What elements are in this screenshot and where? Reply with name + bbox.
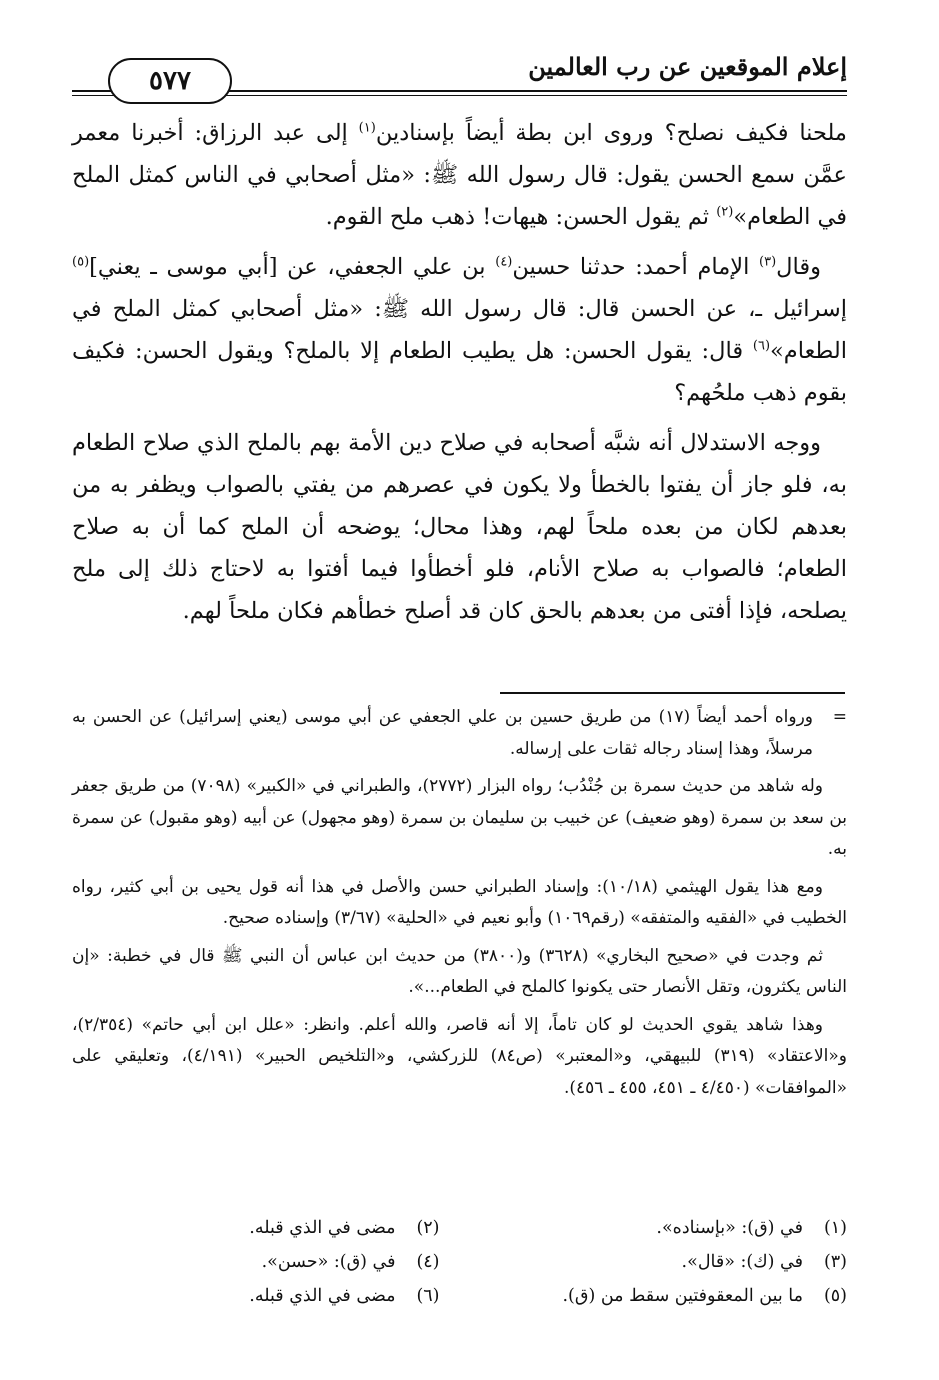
footnote-number: (٣) — [823, 1252, 847, 1272]
footnote-ref-5: (٥) — [72, 254, 90, 270]
text-segment: الإمام أحمد: حدثنا حسين — [512, 254, 760, 280]
text-segment: إسرائيل ـ، عن الحسن قال: قال رسول الله ﷺ: «مثل أصحابي كمثل الملح في الطعام» — [72, 296, 847, 364]
footnote-ref-1: (١) — [358, 120, 376, 136]
paragraph-2 — [72, 246, 847, 414]
note-text: ورواه أحمد أيضاً (١٧) من طريق حسين بن علي الجعفي عن أبي موسى (يعني إسرائيل) عن الحسن به مرسلاً، وهذا إسناد رجاله ثقات على إرساله. — [72, 707, 813, 759]
footnote-ref-6: (٦) — [752, 338, 771, 354]
running-title: إعلام الموقعين عن رب العالمين — [528, 52, 847, 81]
footnote-4 — [72, 1246, 440, 1278]
text-segment: قال: يقول الحسن: هل يطيب الطعام إلا بالملح؟ ويقول الحسن: فكيف بقوم ذهب ملحُهم؟ — [72, 338, 847, 406]
footnote-1 — [480, 1212, 848, 1244]
footnote-3 — [480, 1246, 848, 1278]
footnote-text: مضى في الذي قبله. — [249, 1218, 396, 1238]
text-segment: ثم يقول الحسن: هيهات! ذهب ملح القوم. — [325, 204, 717, 230]
footnote-separator — [500, 692, 845, 694]
continuation-mark: = — [832, 707, 847, 727]
page-header — [72, 44, 847, 104]
note-paragraph-2: وله شاهد من حديث سمرة بن جُنْدُب؛ رواه البزار (٢٧٧٢)، والطبراني في «الكبير» (٧٠٩٨) من طريق جعفر بن سعد بن سمرة (وهو ضعيف) عن خبيب بن سليمان بن سمرة (وهو مجهول) عن أبيه (وهو مقبول) عن سمرة به. — [72, 776, 847, 859]
main-text — [72, 112, 847, 640]
numbered-footnotes — [72, 1212, 847, 1312]
footnote-text: في (ق): «بإسناده». — [656, 1218, 803, 1238]
paragraph-1 — [72, 112, 847, 238]
footnote-number: (٤) — [416, 1252, 440, 1272]
note-paragraph-4: ثم وجدت في «صحيح البخاري» (٣٦٢٨) و(٣٨٠٠) من حديث ابن عباس أن النبي ﷺ قال في خطبة: «إن الناس يكثرون، وتقل الأنصار حتى يكونوا كالملح في الطعام...». — [72, 945, 847, 997]
text-segment: إلى عبد الرزاق: أخبرنا معمر عمَّن سمع الحسن يقول: قال رسول الله ﷺ: «مثل أصحابي في الناس كمثل الملح في الطعام» — [72, 120, 847, 230]
footnote-5 — [480, 1280, 848, 1312]
paragraph-3: ووجه الاستدلال أنه شبَّه أصحابه في صلاح دين الأمة بهم بالملح الذي صلاح الطعام به، فلو جاز أن يفتوا بالخطأ ولا يكون في عصرهم من يفتي بالصواب ويظفر به من بعدهم لكان من بعده ملحاً لهم، وهذا محال؛ يوضحه أن الملح كما أن به صلاح الطعام؛ فالصواب به صلاح الأنام، فلو أخطأوا فيما أفتوا به لاحتاج ذلك إلى ملح يصلحه، فإذا أفتى من بعدهم بالحق كان قد أصلح خطأهم فكان ملحاً لهم. — [72, 430, 847, 624]
footnote-text: ما بين المعقوفتين سقط من (ق). — [562, 1286, 803, 1306]
footnote-number: (٦) — [416, 1286, 440, 1306]
footnote-ref-2: (٢) — [716, 204, 734, 220]
note-paragraph-1 — [72, 702, 847, 765]
footnote-ref-3: (٣) — [759, 254, 777, 270]
text-segment: بن علي الجعفي، عن [أبي موسى ـ يعني] — [89, 254, 496, 280]
text-segment: وقال — [776, 254, 821, 280]
footnote-text: في (ك): «قال». — [681, 1252, 803, 1272]
footnote-notes — [72, 702, 847, 1110]
page-number: ٥٧٧ — [108, 58, 232, 104]
footnote-number: (٥) — [823, 1286, 847, 1306]
footnote-number: (٢) — [416, 1218, 440, 1238]
note-paragraph-5: وهذا شاهد يقوي الحديث لو كان تاماً، إلا أنه قاصر، والله أعلم. وانظر: «علل ابن أبي حاتم» (٢/٣٥٤)، و«الاعتقاد» (٣١٩) للبيهقي، و«المعتبر» (ص٨٤) للزركشي، و«التلخيص الحبير» (٤/١٩١)، وتعليقي على «الموافقات» (٤/٤٥٠ ـ ٤٥١، ٤٥٥ ـ ٤٥٦). — [72, 1014, 847, 1098]
footnote-text: في (ق): «حسن». — [261, 1252, 396, 1272]
footnote-2 — [72, 1212, 440, 1244]
text-segment: ملحنا فكيف نصلح؟ وروى ابن بطة أيضاً بإسنادين — [375, 120, 847, 146]
footnote-number: (١) — [823, 1218, 847, 1238]
footnote-6 — [72, 1280, 440, 1312]
footnote-ref-4: (٤) — [495, 254, 513, 270]
note-paragraph-3: ومع هذا يقول الهيثمي (١٠/١٨): وإسناد الطبراني حسن والأصل في هذا أنه قول يحيى بن أبي كثير، رواه الخطيب في «الفقيه والمتفقه» (رقم١٠٦٩) وأبو نعيم في «الحلية» (٣/٦٧) وإسناده صحيح. — [72, 876, 847, 928]
footnote-text: مضى في الذي قبله. — [249, 1286, 396, 1306]
